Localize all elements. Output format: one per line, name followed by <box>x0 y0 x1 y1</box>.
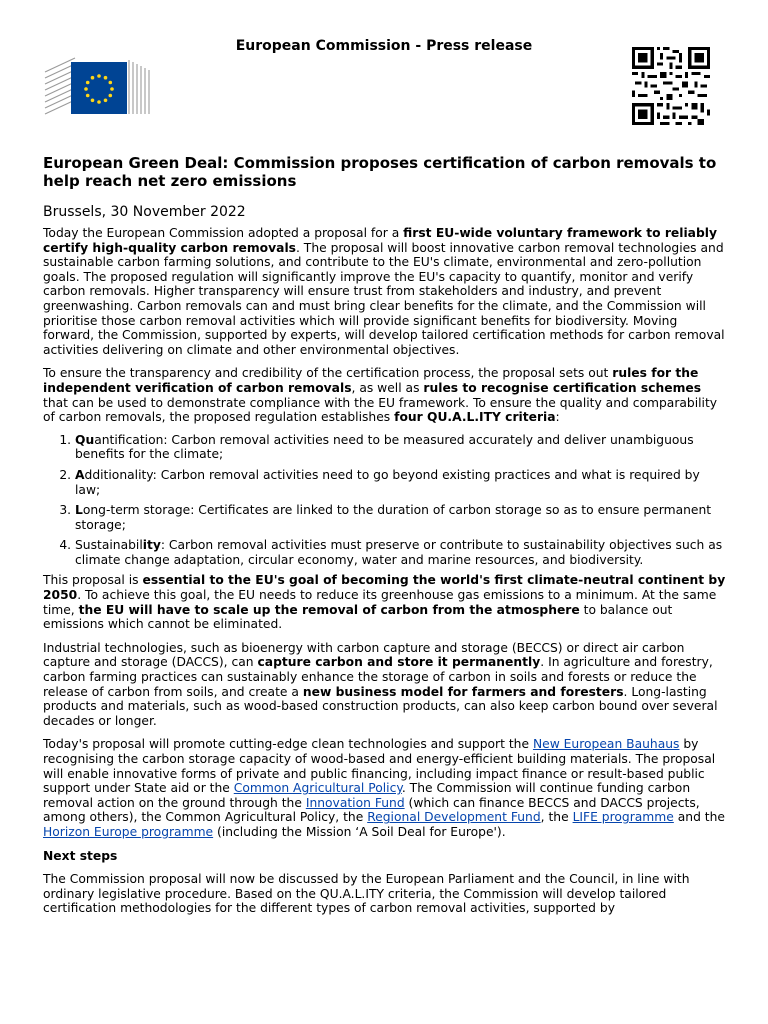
article-title: European Green Deal: Commission proposes certification of carbon removals to help reach net zero emissions <box>43 154 717 190</box>
list-item: 3. Long-term storage: Certificates are linked to the duration of carbon storage so as to ensure permanent storage; <box>75 503 727 532</box>
press-release-header: European Commission - Press release <box>235 38 533 54</box>
link-common-agricultural-policy[interactable]: Common Agricultural Policy <box>233 781 402 796</box>
link-life-programme[interactable]: LIFE programme <box>572 810 674 825</box>
list-item: 2. Additionality: Carbon removal activities need to go beyond existing practices and what is required by law; <box>75 468 727 497</box>
paragraph-intro: Today the European Commission adopted a proposal for a first EU-wide voluntary framework to reliably certify high-quality carbon removals. The proposal will boost innovative carbon removal technologies and sustainable carbon farming solutions, and contribute to the EU's climate, environmental and zero-pollution goals. The proposed regulation will significantly improve the EU's capacity to quantify, monitor and verify carbon removals. Higher transparency will ensure trust from stakeholders and industry, and prevent greenwashing. Carbon removals can and must bring clear benefits for the climate, and the Commission will prioritise those carbon removal activities which will provide significant benefits for biodiversity. Moving forward, the Commission, supported by experts, will develop tailored certification methods for carbon removal activities delivering on climate and other environmental objectives. <box>43 226 725 357</box>
paragraph-climate-neutral: This proposal is essential to the EU's goal of becoming the world's first climate-neutral continent by 2050. To achieve this goal, the EU needs to reduce its greenhouse gas emissions to a minimum. At the same time, the EU will have to scale up the removal of carbon from the atmosphere to balance out emissions which cannot be eliminated. <box>43 573 726 632</box>
link-horizon-europe-programme[interactable]: Horizon Europe programme <box>43 824 214 839</box>
link-new-european-bauhaus[interactable]: New European Bauhaus <box>532 737 680 752</box>
list-item: 1. Quantification: Carbon removal activities need to be measured accurately and deliver unambiguous benefits for the climate; <box>75 433 727 462</box>
paragraph-transparency: To ensure the transparency and credibility of the certification process, the proposal sets out rules for the independent verification of carbon removals, as well as rules to recognise certification schemes that can be used to demonstrate compliance with the EU framework. To ensure the quality and comparability of carbon removals, the proposed regulation establishes four QU.A.L.ITY criteria: <box>43 366 718 425</box>
link-innovation-fund[interactable]: Innovation Fund <box>305 795 405 810</box>
qr-code-icon <box>632 47 710 125</box>
paragraph-technologies: Industrial technologies, such as bioenergy with carbon capture and storage (BECCS) or direct air carbon capture and storage (DACCS), can capture carbon and store it permanently. In agriculture and forestry, carbon farming practices can sustainably enhance the storage of carbon in soils and forests or reduce the release of carbon from soils, and create a new business model for farmers and foresters. Long-lasting products and materials, such as wood-based construction products, can also keep carbon bound over several decades or longer. <box>43 640 718 728</box>
article-body <box>43 154 727 916</box>
next-steps-heading: Next steps <box>43 848 118 863</box>
paragraph-next-steps: The Commission proposal will now be discussed by the European Parliament and the Council, in line with ordinary legislative procedure. Based on the QU.A.L.ITY criteria, the Commission will develop tailored certification methodologies for the different types of carbon removal activities, supported by <box>43 872 690 916</box>
link-regional-development-fund[interactable]: Regional Development Fund <box>367 810 541 825</box>
european-commission-logo-icon <box>43 52 153 116</box>
dateline: Brussels, 30 November 2022 <box>43 204 246 220</box>
list-item: 4. Sustainability: Carbon removal activities must preserve or contribute to sustainability objectives such as climate change adaptation, circular economy, water and marine resources, and biodiversity. <box>75 538 727 567</box>
quality-criteria-list <box>43 433 727 568</box>
paragraph-funding: Today's proposal will promote cutting-edge clean technologies and support the New European Bauhaus by recognising the carbon storage capacity of wood-based and energy-efficient building materials. The proposal will enable innovative forms of private and public financing, including impact finance or result-based public support under State aid or the Common Agricultural Policy. The Commission will continue funding carbon removal action on the ground through the Innovation Fund (which can finance BECCS and DACCS projects, among others), the Common Agricultural Policy, the Regional Development Fund, the LIFE programme and the Horizon Europe programme (including the Mission ‘A Soil Deal for Europe'). <box>43 737 725 839</box>
